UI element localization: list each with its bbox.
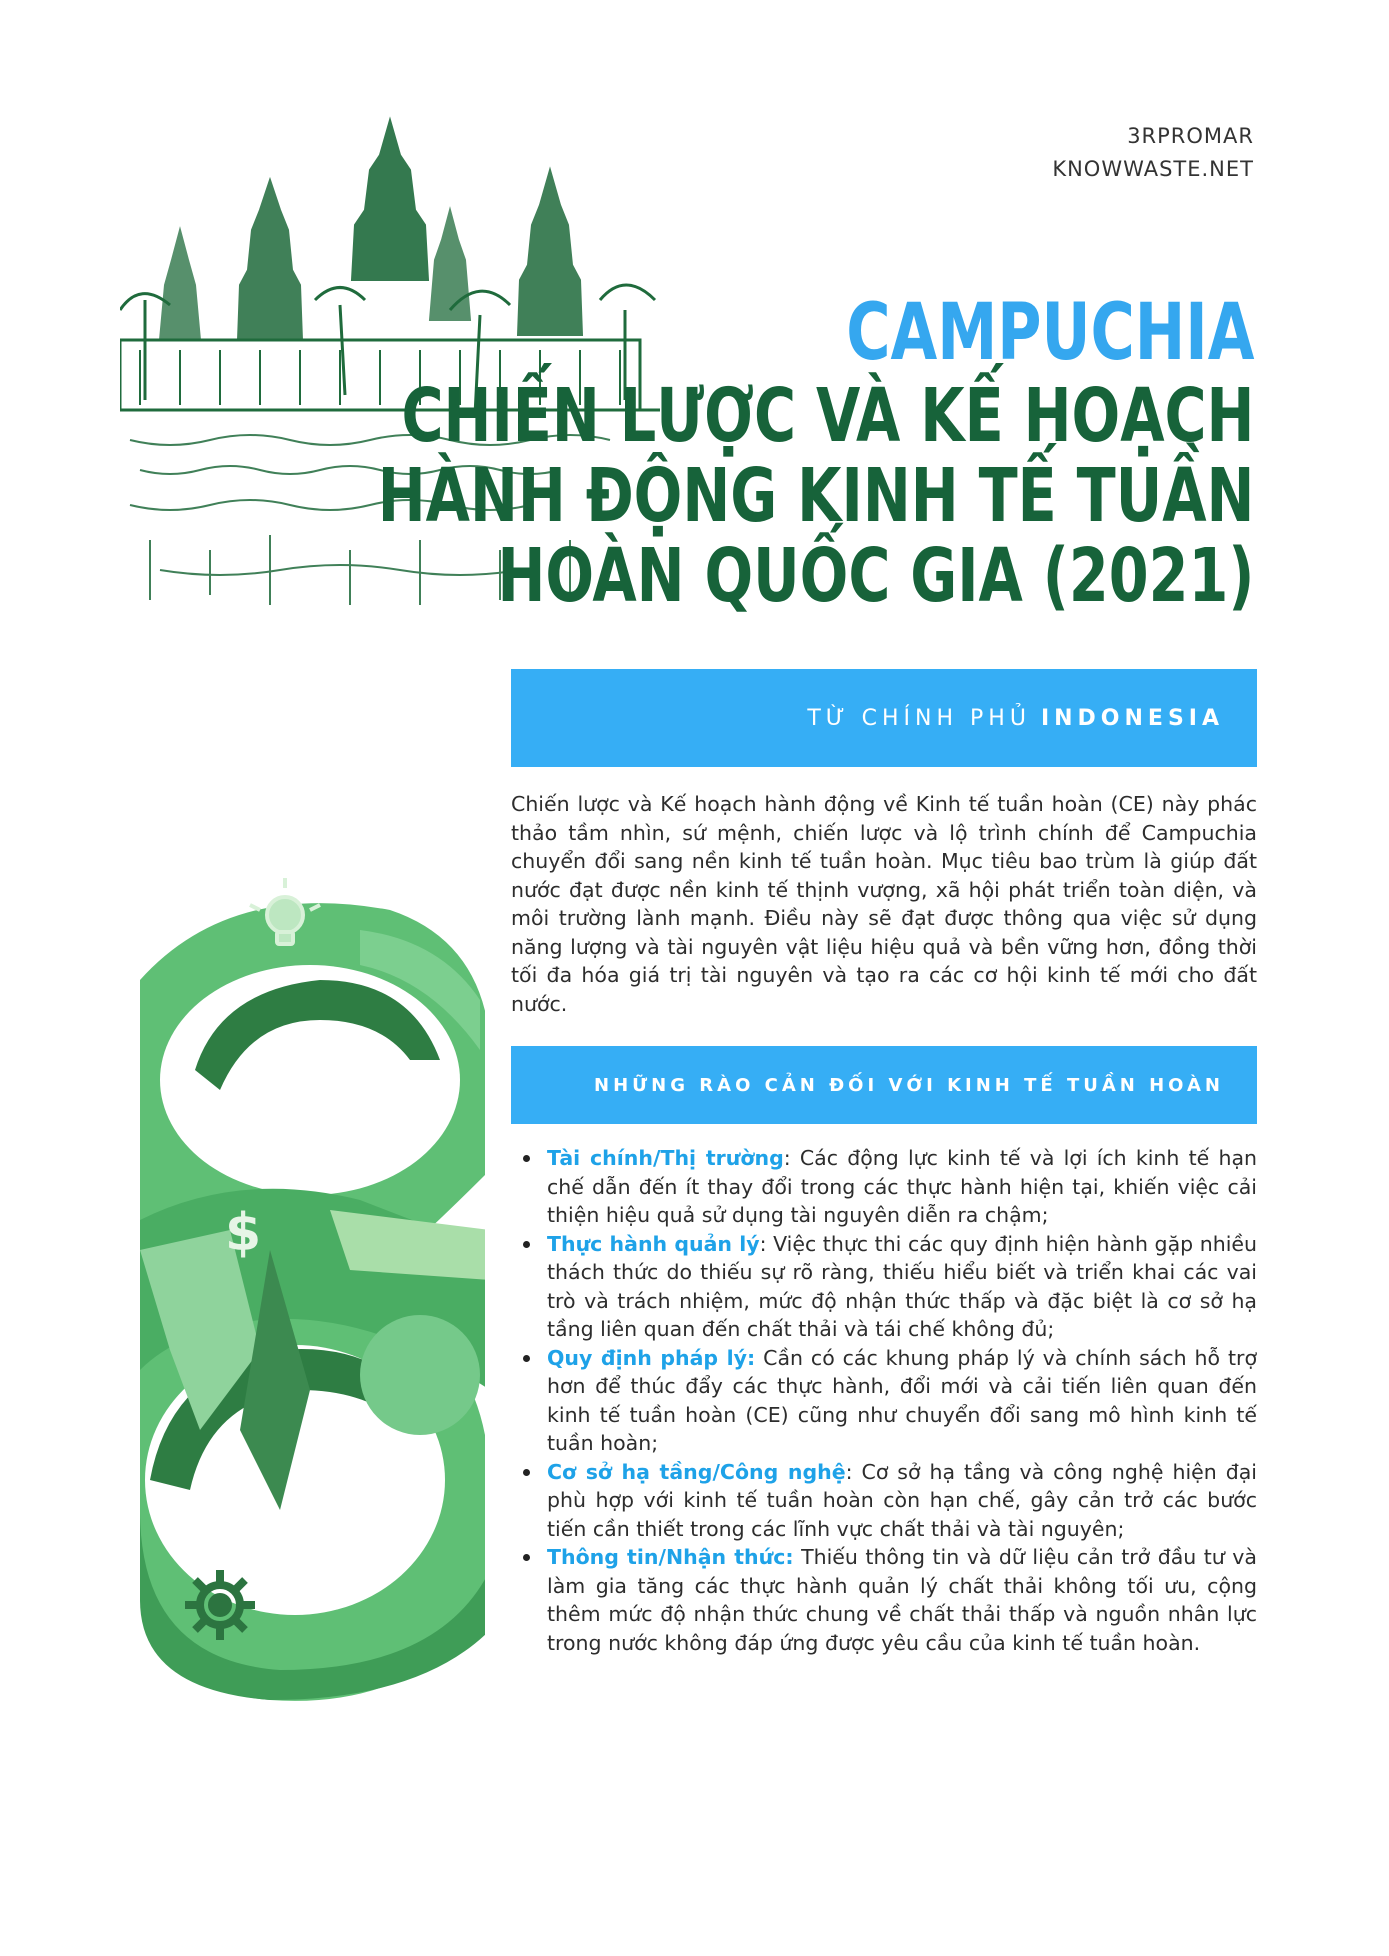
list-item — [547, 1144, 1257, 1230]
list-item — [547, 1458, 1257, 1544]
barriers-list — [511, 1144, 1257, 1657]
barrier-term: Quy định pháp lý: — [547, 1345, 756, 1370]
svg-text:$: $ — [225, 1203, 262, 1263]
barriers-heading: NHỮNG RÀO CẢN ĐỐI VỚI KINH TẾ TUẦN HOÀN — [511, 1046, 1257, 1124]
site-credit — [1052, 120, 1254, 186]
list-item — [547, 1543, 1257, 1657]
title-line-3: HOÀN QUỐC GIA (2021) — [497, 533, 1254, 619]
barrier-text: : Các động lực kinh tế và lợi ích kinh tế hạn chế dẫn đến ít thay đổi trong các thực hành hiện tại, khiến việc cải thiện hiệu quả sử dụng tài nguyên diễn ra chậm; — [547, 1146, 1257, 1227]
barrier-text: Thiếu thông tin và dữ liệu cản trở đầu tư và làm gia tăng các thực hành quản lý chất thải không tối ưu, cộng thêm mức độ nhận thức chung về chất thải thấp và nguồn nhân lực trong nước không đáp ứng được yêu cầu của kinh tế tuần hoàn. — [547, 1545, 1257, 1655]
site-credit-line1: 3RPROMAR — [1127, 124, 1254, 148]
barrier-term: Thông tin/Nhận thức: — [547, 1545, 794, 1569]
barrier-term: Cơ sở hạ tầng/Công nghệ — [547, 1459, 846, 1484]
intro-paragraph: Chiến lược và Kế hoạch hành động về Kinh tế tuần hoàn (CE) này phác thảo tầm nhìn, sứ mệnh, chiến lược và lộ trình chính để Campuchia chuyển đổi sang nền kinh tế tuần hoàn. Mục tiêu bao trùm là giúp đất nước đạt được nền kinh tế thịnh vượng, xã hội phát triển toàn diện, và môi trường lành mạnh. Điều này sẽ đạt được thông qua việc sử dụng năng lượng và tài nguyên vật liệu hiệu quả và bền vững hơn, đồng thời tối đa hóa giá trị tài nguyên và tạo ra các cơ hội kinh tế mới cho đất nước. — [511, 792, 1257, 1016]
barrier-text: : Cơ sở hạ tầng và công nghệ hiện đại phù hợp với kinh tế tuần hoàn còn hạn chế, gây cản trở các bước tiến cần thiết trong các lĩnh vực chất thải và tài nguyên; — [547, 1459, 1257, 1541]
barrier-term: Thực hành quản lý — [547, 1231, 760, 1256]
barrier-text: : Việc thực thi các quy định hiện hành gặp nhiều thách thức do thiếu sự rõ ràng, thiếu hiểu biết và triển khai các vai trò và trách nhiệm, mức độ nhận thức thấp và đặc biệt là cơ sở hạ tầng liên quan đến chất thải và tái chế không đủ; — [547, 1231, 1257, 1341]
source-banner-prefix: TỪ CHÍNH PHỦ — [807, 705, 1031, 731]
title-line-1: CHIẾN LƯỢC VÀ KẾ HOẠCH — [401, 373, 1255, 459]
list-item — [547, 1344, 1257, 1458]
circular-economy-illustration — [110, 870, 485, 1705]
gear-icon — [185, 1570, 255, 1640]
site-credit-line2: KNOWWASTE.NET — [1052, 157, 1254, 181]
title-country: CAMPUCHIA — [845, 288, 1254, 378]
barrier-term: Tài chính/Thị trường — [547, 1146, 784, 1170]
list-item — [547, 1230, 1257, 1344]
title-line-2: HÀNH ĐỘNG KINH TẾ TUẦN — [377, 453, 1254, 539]
source-banner-country: INDONESIA — [1040, 705, 1224, 731]
barrier-text: Cần có các khung pháp lý và chính sách hỗ trợ hơn để thúc đẩy các thực hành, đổi mới và cải tiến liên quan đến kinh tế tuần hoàn (CE) cũng như chuyển đổi sang mô hình kinh tế tuần hoàn; — [547, 1345, 1257, 1455]
source-banner — [511, 669, 1257, 767]
page-title — [377, 288, 1255, 619]
dollar-icon — [225, 1203, 261, 1263]
